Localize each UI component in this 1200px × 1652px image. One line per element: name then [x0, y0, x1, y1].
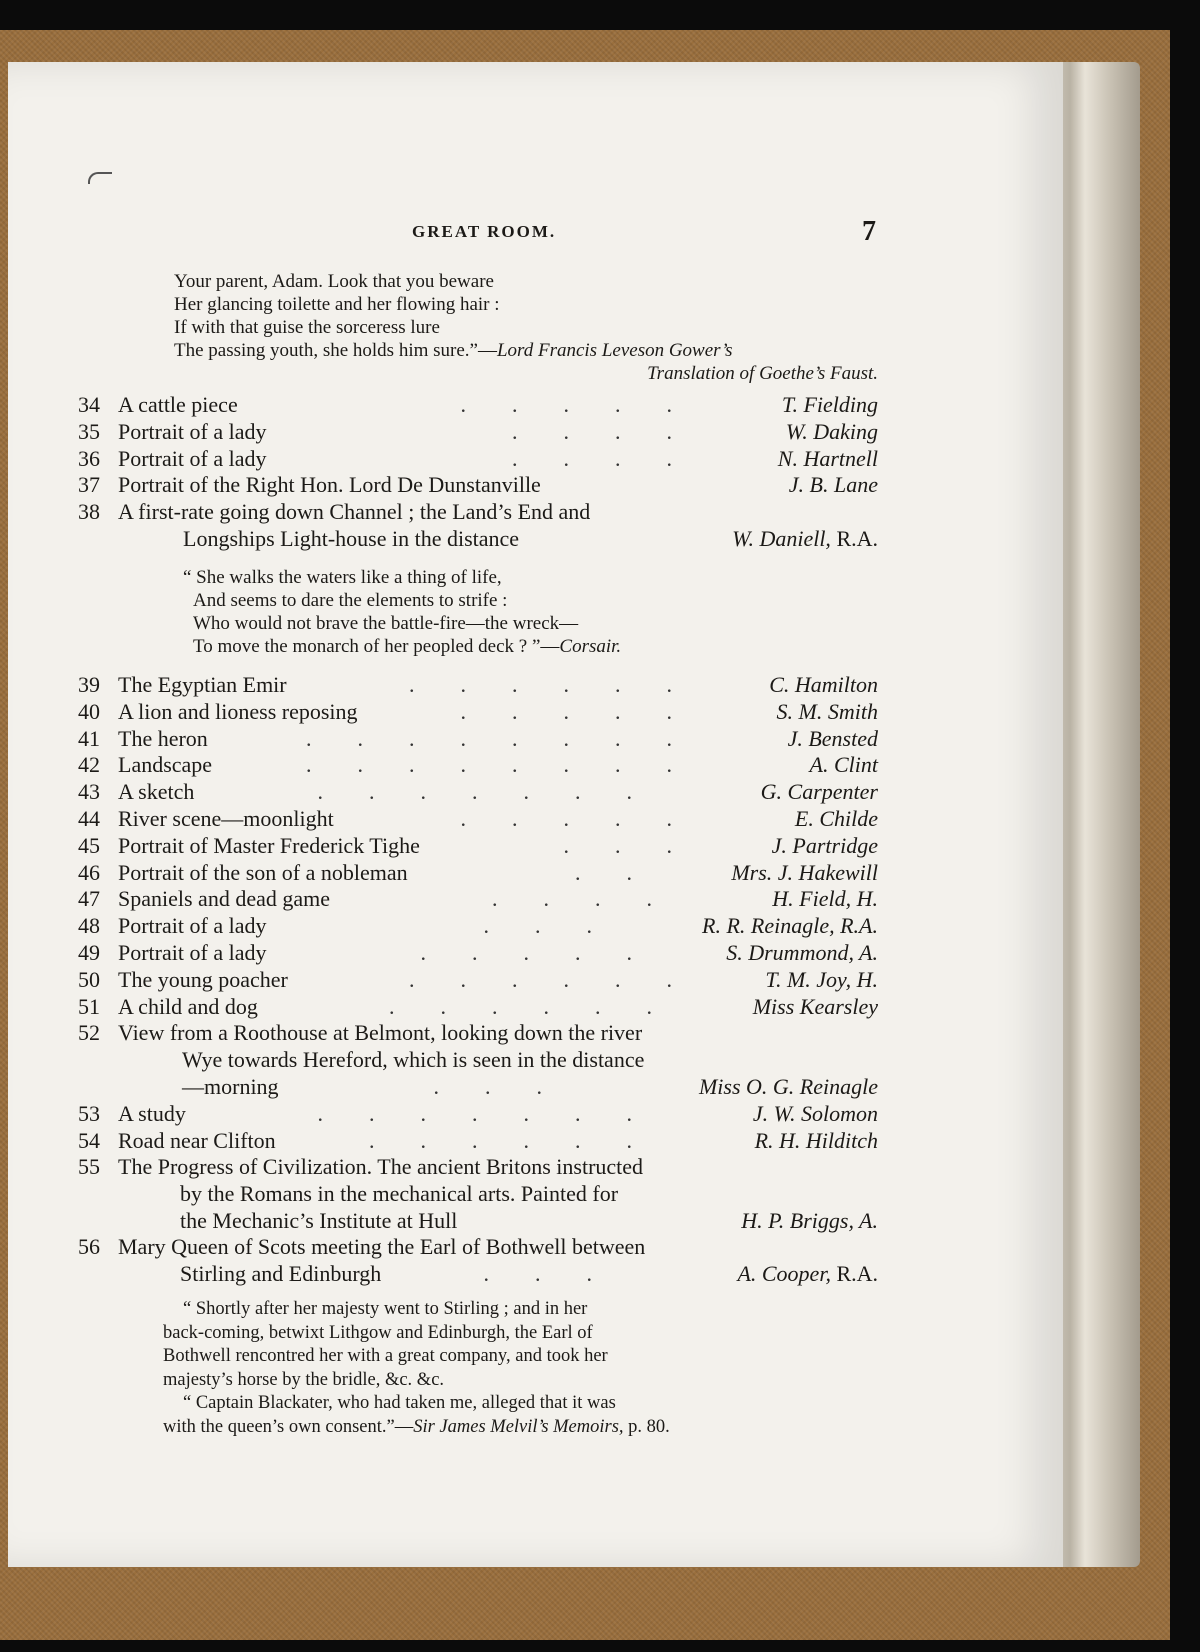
- list-item: [78, 672, 878, 699]
- leader-dots: .....: [420, 939, 678, 965]
- entry-title: River scene—moonlight: [118, 805, 334, 831]
- entry-artist: T. Fielding: [781, 392, 878, 417]
- list-item: [78, 419, 878, 446]
- list-item: [78, 886, 878, 913]
- entry-artist: J. Partridge: [771, 832, 878, 858]
- entry-artist: J. B. Lane: [788, 472, 878, 498]
- pencil-mark-icon: [88, 172, 112, 184]
- entry-number: 55: [78, 1154, 100, 1179]
- leader-dots: ......: [389, 993, 698, 1019]
- entry-artist: H. P. Briggs, A.: [741, 1207, 878, 1233]
- entry-artist-suffix: R.A.: [836, 1260, 878, 1286]
- quote-page-ref: p. 80.: [628, 1416, 670, 1437]
- leader-dots: .....: [460, 698, 718, 724]
- verse-line: If with that guise the sorceress lure: [174, 317, 440, 338]
- entry-title: View from a Roothouse at Belmont, looking down the river: [118, 1020, 643, 1045]
- entry-number: 38: [78, 499, 100, 525]
- entry-title: The heron: [118, 725, 208, 751]
- entry-artist: R. H. Hilditch: [754, 1127, 878, 1153]
- verse-line: And seems to dare the elements to strife :: [193, 590, 508, 611]
- entry-title: Mary Queen of Scots meeting the Earl of Bothwell between: [118, 1234, 646, 1259]
- entry-artist: H. Field, H.: [772, 886, 878, 912]
- entry-number: 49: [78, 939, 100, 965]
- quote-line: “ Captain Blackater, who had taken me, alleged that it was: [183, 1393, 616, 1413]
- verse-attribution: Lord Francis Leveson Gower’s: [496, 340, 733, 361]
- entry-number: 54: [78, 1127, 100, 1153]
- verse-line: Who would not brave the battle-fire—the wreck—: [193, 613, 579, 634]
- entry-number: 44: [78, 805, 100, 831]
- verse-line: To move the monarch of her peopled deck ? ”—: [193, 636, 560, 657]
- entry-number: 56: [78, 1234, 100, 1259]
- list-item: [78, 726, 878, 753]
- entry-artist: R. R. Reinagle, R.A.: [702, 913, 878, 939]
- list-item: [78, 446, 878, 473]
- leader-dots: ....: [512, 445, 718, 471]
- page-number: 7: [862, 216, 876, 247]
- entry-title: A study: [118, 1101, 186, 1126]
- entry-title: Portrait of a lady: [118, 418, 267, 444]
- list-item-52: [78, 1020, 878, 1100]
- entry-title: The Progress of Civilization. The ancient Britons instructed: [118, 1154, 644, 1179]
- list-item-cont: [78, 526, 878, 553]
- list-item: [78, 967, 878, 994]
- leader-dots: ......: [409, 966, 718, 992]
- entry-artist: S. M. Smith: [776, 698, 878, 724]
- leader-dots: ....: [512, 418, 718, 444]
- entry-number: 53: [78, 1101, 100, 1126]
- leader-dots: ...: [433, 1073, 588, 1099]
- quote-line: “ Shortly after her majesty went to Stirling ; and in her: [183, 1299, 588, 1319]
- list-item: [78, 472, 878, 499]
- leader-dots: ......: [369, 1127, 678, 1153]
- entry-number: 42: [78, 752, 100, 778]
- entry-artist: A. Clint: [809, 752, 878, 778]
- leader-dots: .......: [317, 1101, 678, 1126]
- entry-title: A child and dog: [118, 993, 258, 1019]
- entry-artist: Miss Kearsley: [752, 993, 878, 1019]
- entry-number: 36: [78, 445, 100, 471]
- entry-title-cont: the Mechanic’s Institute at Hull: [180, 1207, 458, 1233]
- entry-title: Spaniels and dead game: [118, 886, 330, 912]
- leader-dots: ..: [575, 859, 678, 885]
- verse-attribution-line2: Translation of Goethe’s Faust.: [647, 363, 878, 384]
- leader-dots: ....: [492, 886, 698, 912]
- entry-artist: Mrs. J. Hakewill: [731, 859, 878, 885]
- list-item: [78, 940, 878, 967]
- entry-number: 48: [78, 913, 100, 939]
- verse-corsair: [183, 566, 622, 658]
- entry-artist: G. Carpenter: [760, 779, 878, 805]
- list-item-56: [78, 1234, 878, 1288]
- entry-title: Portrait of a lady: [118, 445, 267, 471]
- catalogue-list-b: [78, 672, 878, 1020]
- entry-artist: W. Daniell,: [732, 525, 831, 551]
- leader-dots: ........: [306, 725, 718, 751]
- quote-line: back-coming, betwixt Lithgow and Edinburgh, the Earl of: [163, 1322, 593, 1343]
- verse-line: “ She walks the waters like a thing of life,: [183, 567, 502, 588]
- entry-number: 45: [78, 832, 100, 858]
- entry-artist: Miss O. G. Reinagle: [698, 1073, 878, 1099]
- entry-title: The Egyptian Emir: [118, 672, 287, 697]
- entry-title: A lion and lioness reposing: [118, 698, 358, 724]
- entry-number: 51: [78, 993, 100, 1019]
- running-head: [0, 216, 1200, 252]
- entry-title-cont: Wye towards Hereford, which is seen in the distance: [182, 1046, 645, 1072]
- entry-number: 41: [78, 725, 100, 751]
- entry-artist-suffix: R.A.: [836, 525, 878, 551]
- entry-number: 34: [78, 392, 100, 417]
- entry-artist: S. Drummond, A.: [726, 939, 878, 965]
- verse-faust: [174, 270, 733, 362]
- entry-number: 40: [78, 698, 100, 724]
- leader-dots: .....: [460, 805, 718, 831]
- list-item: [78, 699, 878, 726]
- entry-title: The young poacher: [118, 966, 288, 992]
- leader-dots: ...: [563, 832, 718, 858]
- entry-title: Road near Clifton: [118, 1127, 276, 1153]
- entry-number: 52: [78, 1020, 100, 1045]
- verse-attribution: Corsair.: [559, 636, 622, 657]
- entry-title: Portrait of a lady: [118, 913, 267, 939]
- leader-dots: .......: [317, 779, 678, 805]
- quote-melvil: [163, 1298, 670, 1439]
- entry-number: 46: [78, 859, 100, 885]
- entry-title-cont: —morning: [182, 1073, 279, 1099]
- entry-title-cont: Stirling and Edinburgh: [180, 1260, 382, 1286]
- entry-number: 39: [78, 672, 100, 697]
- entry-title: Landscape: [118, 752, 213, 778]
- entry-number: 50: [78, 966, 100, 992]
- entry-title-cont: Longships Light-house in the distance: [183, 525, 520, 551]
- entry-artist: J. Bensted: [787, 725, 878, 751]
- entry-title: A sketch: [118, 779, 195, 805]
- entry-artist: T. M. Joy, H.: [765, 966, 878, 992]
- entry-artist: A. Cooper,: [737, 1260, 831, 1286]
- verse-line: The passing youth, she holds him sure.”—: [174, 340, 497, 361]
- quote-line: Bothwell rencontred her with a great company, and took her: [163, 1346, 608, 1366]
- catalogue-list-a: [78, 392, 878, 553]
- list-item: [78, 392, 878, 419]
- list-item: [78, 913, 878, 940]
- list-item: [78, 1101, 878, 1128]
- entry-title: Portrait of the son of a nobleman: [118, 859, 408, 885]
- quote-line: with the queen’s own consent.”—: [163, 1416, 414, 1437]
- verse-line: Her glancing toilette and her flowing hair :: [174, 294, 500, 315]
- leader-dots: ......: [409, 672, 718, 697]
- catalogue-list-c: [78, 1101, 878, 1155]
- list-item: [78, 752, 878, 779]
- entry-title: Portrait of a lady: [118, 939, 267, 965]
- entry-artist: J. W. Solomon: [752, 1101, 878, 1126]
- quote-attribution: Sir James Melvil’s Memoirs,: [413, 1416, 624, 1437]
- leader-dots: ...: [483, 1260, 638, 1286]
- entry-title-cont: by the Romans in the mechanical arts. Painted for: [180, 1180, 619, 1206]
- entry-number: 35: [78, 418, 100, 444]
- list-item: [78, 1128, 878, 1155]
- entry-number: 47: [78, 886, 100, 912]
- entry-title: A first-rate going down Channel ; the Land’s End and: [118, 499, 591, 525]
- entry-artist: E. Childe: [794, 805, 878, 831]
- list-item: [78, 860, 878, 887]
- quote-line: majesty’s horse by the bridle, &c. &c.: [163, 1369, 445, 1390]
- leader-dots: .....: [460, 392, 718, 417]
- verse-line: Your parent, Adam. Look that you beware: [174, 271, 494, 292]
- entry-artist: W. Daking: [785, 418, 878, 444]
- list-item: [78, 779, 878, 806]
- entry-number: 43: [78, 779, 100, 805]
- leader-dots: ........: [306, 752, 718, 778]
- entry-title: Portrait of the Right Hon. Lord De Dunstanville: [118, 472, 541, 498]
- entry-title: Portrait of Master Frederick Tighe: [118, 832, 420, 858]
- list-item: [78, 833, 878, 860]
- entry-title: A cattle piece: [118, 392, 238, 417]
- entry-artist: C. Hamilton: [769, 672, 878, 697]
- page-title: GREAT ROOM.: [412, 222, 557, 241]
- list-item: [78, 499, 878, 526]
- list-item-55: [78, 1154, 878, 1234]
- leader-dots: ...: [483, 913, 638, 939]
- entry-artist: N. Hartnell: [777, 445, 878, 471]
- entry-number: 37: [78, 472, 100, 498]
- list-item: [78, 994, 878, 1021]
- list-item: [78, 806, 878, 833]
